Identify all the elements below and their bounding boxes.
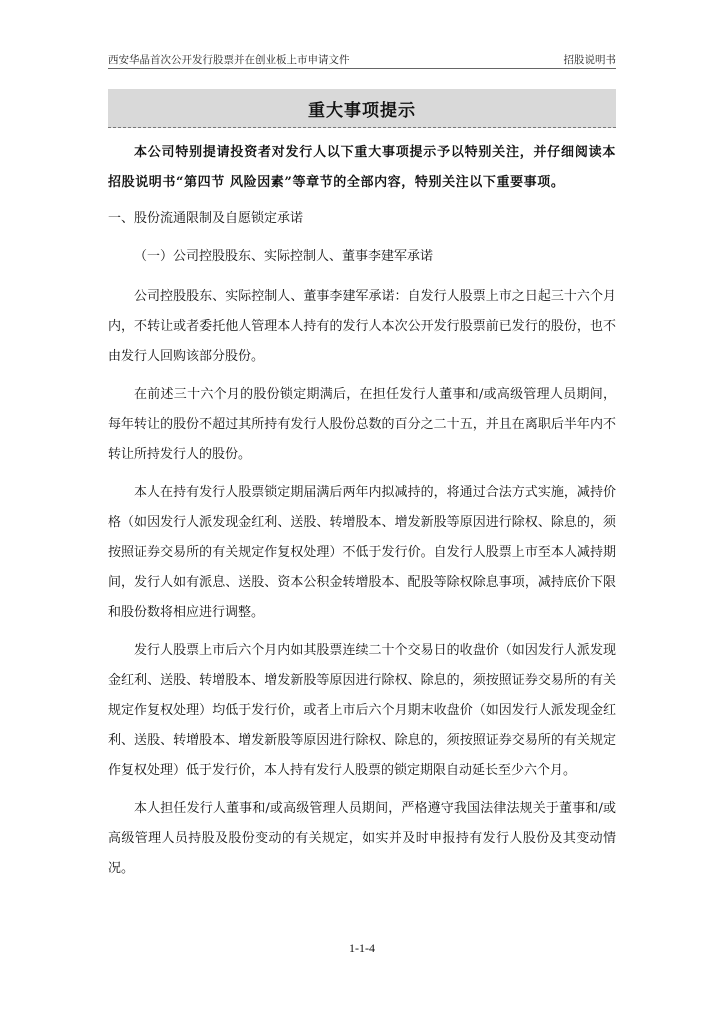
page-number: 1-1-4 [349,941,375,955]
section-title: 重大事项提示 [308,100,416,121]
body-paragraph-4: 发行人股票上市后六个月内如其股票连续二十个交易日的收盘价（如因发行人派发现金红利、送股、转增股本、增发新股等原因进行除权、除息的，须按照证券交易所的有关规定作复权处理）均低于发行价，或者上市后六个月期末收盘价（如因发行人派发现金红利、送股、转增股本、增发新股等原因进行除权、除息的，须按照证券交易所的有关规定作复权处理）低于发行价，本人持有发行人股票的锁定期限自动延长至少六个月。 [108,643,616,778]
section-heading: 一、股份流通限制及自愿锁定承诺 [108,211,304,226]
body-paragraph-3: 本人在持有发行人股票锁定期届满后两年内拟减持的，将通过合法方式实施，减持价格（如因发行人派发现金红利、送股、转增股本、增发新股等原因进行除权、除息的，须按照证券交易所的有关规定作复权处理）不低于发行价。自发行人股票上市至本人减持期间，发行人如有派息、送股、资本公积金转增股本、配股等除权除息事项，减持底价下限和股份数将相应进行调整。 [108,485,616,620]
page-header [108,50,616,69]
intro-paragraph: 本公司特别提请投资者对发行人以下重大事项提示予以特别关注，并仔细阅读本招股说明书“第四节 风险因素”等章节的全部内容，特别关注以下重要事项。 [108,145,616,190]
body-paragraph-1: 公司控股股东、实际控制人、董事李建军承诺：自发行人股票上市之日起三十六个月内，不转让或者委托他人管理本人持有的发行人本次公开发行股票前已发行的股份，也不由发行人回购该部分股份。 [108,289,616,364]
subsection-heading: （一）公司控股股东、实际控制人、董事李建军承诺 [134,249,434,264]
document-body [108,138,616,892]
body-paragraph-5: 本人担任发行人董事和/或高级管理人员期间，严格遵守我国法律法规关于董事和/或高级管理人员持股及股份变动的有关规定，如实并及时申报持有发行人股份及其变动情况。 [108,801,616,876]
body-paragraph-2: 在前述三十六个月的股份锁定期满后，在担任发行人董事和/或高级管理人员期间，每年转让的股份不超过其所持有发行人股份总数的百分之二十五，并且在离职后半年内不转让所持发行人的股份。 [108,387,616,462]
section-title-bar [108,89,616,128]
header-document-type: 招股说明书 [563,54,616,66]
header-document-title: 西安华晶首次公开发行股票并在创业板上市申请文件 [108,54,350,66]
